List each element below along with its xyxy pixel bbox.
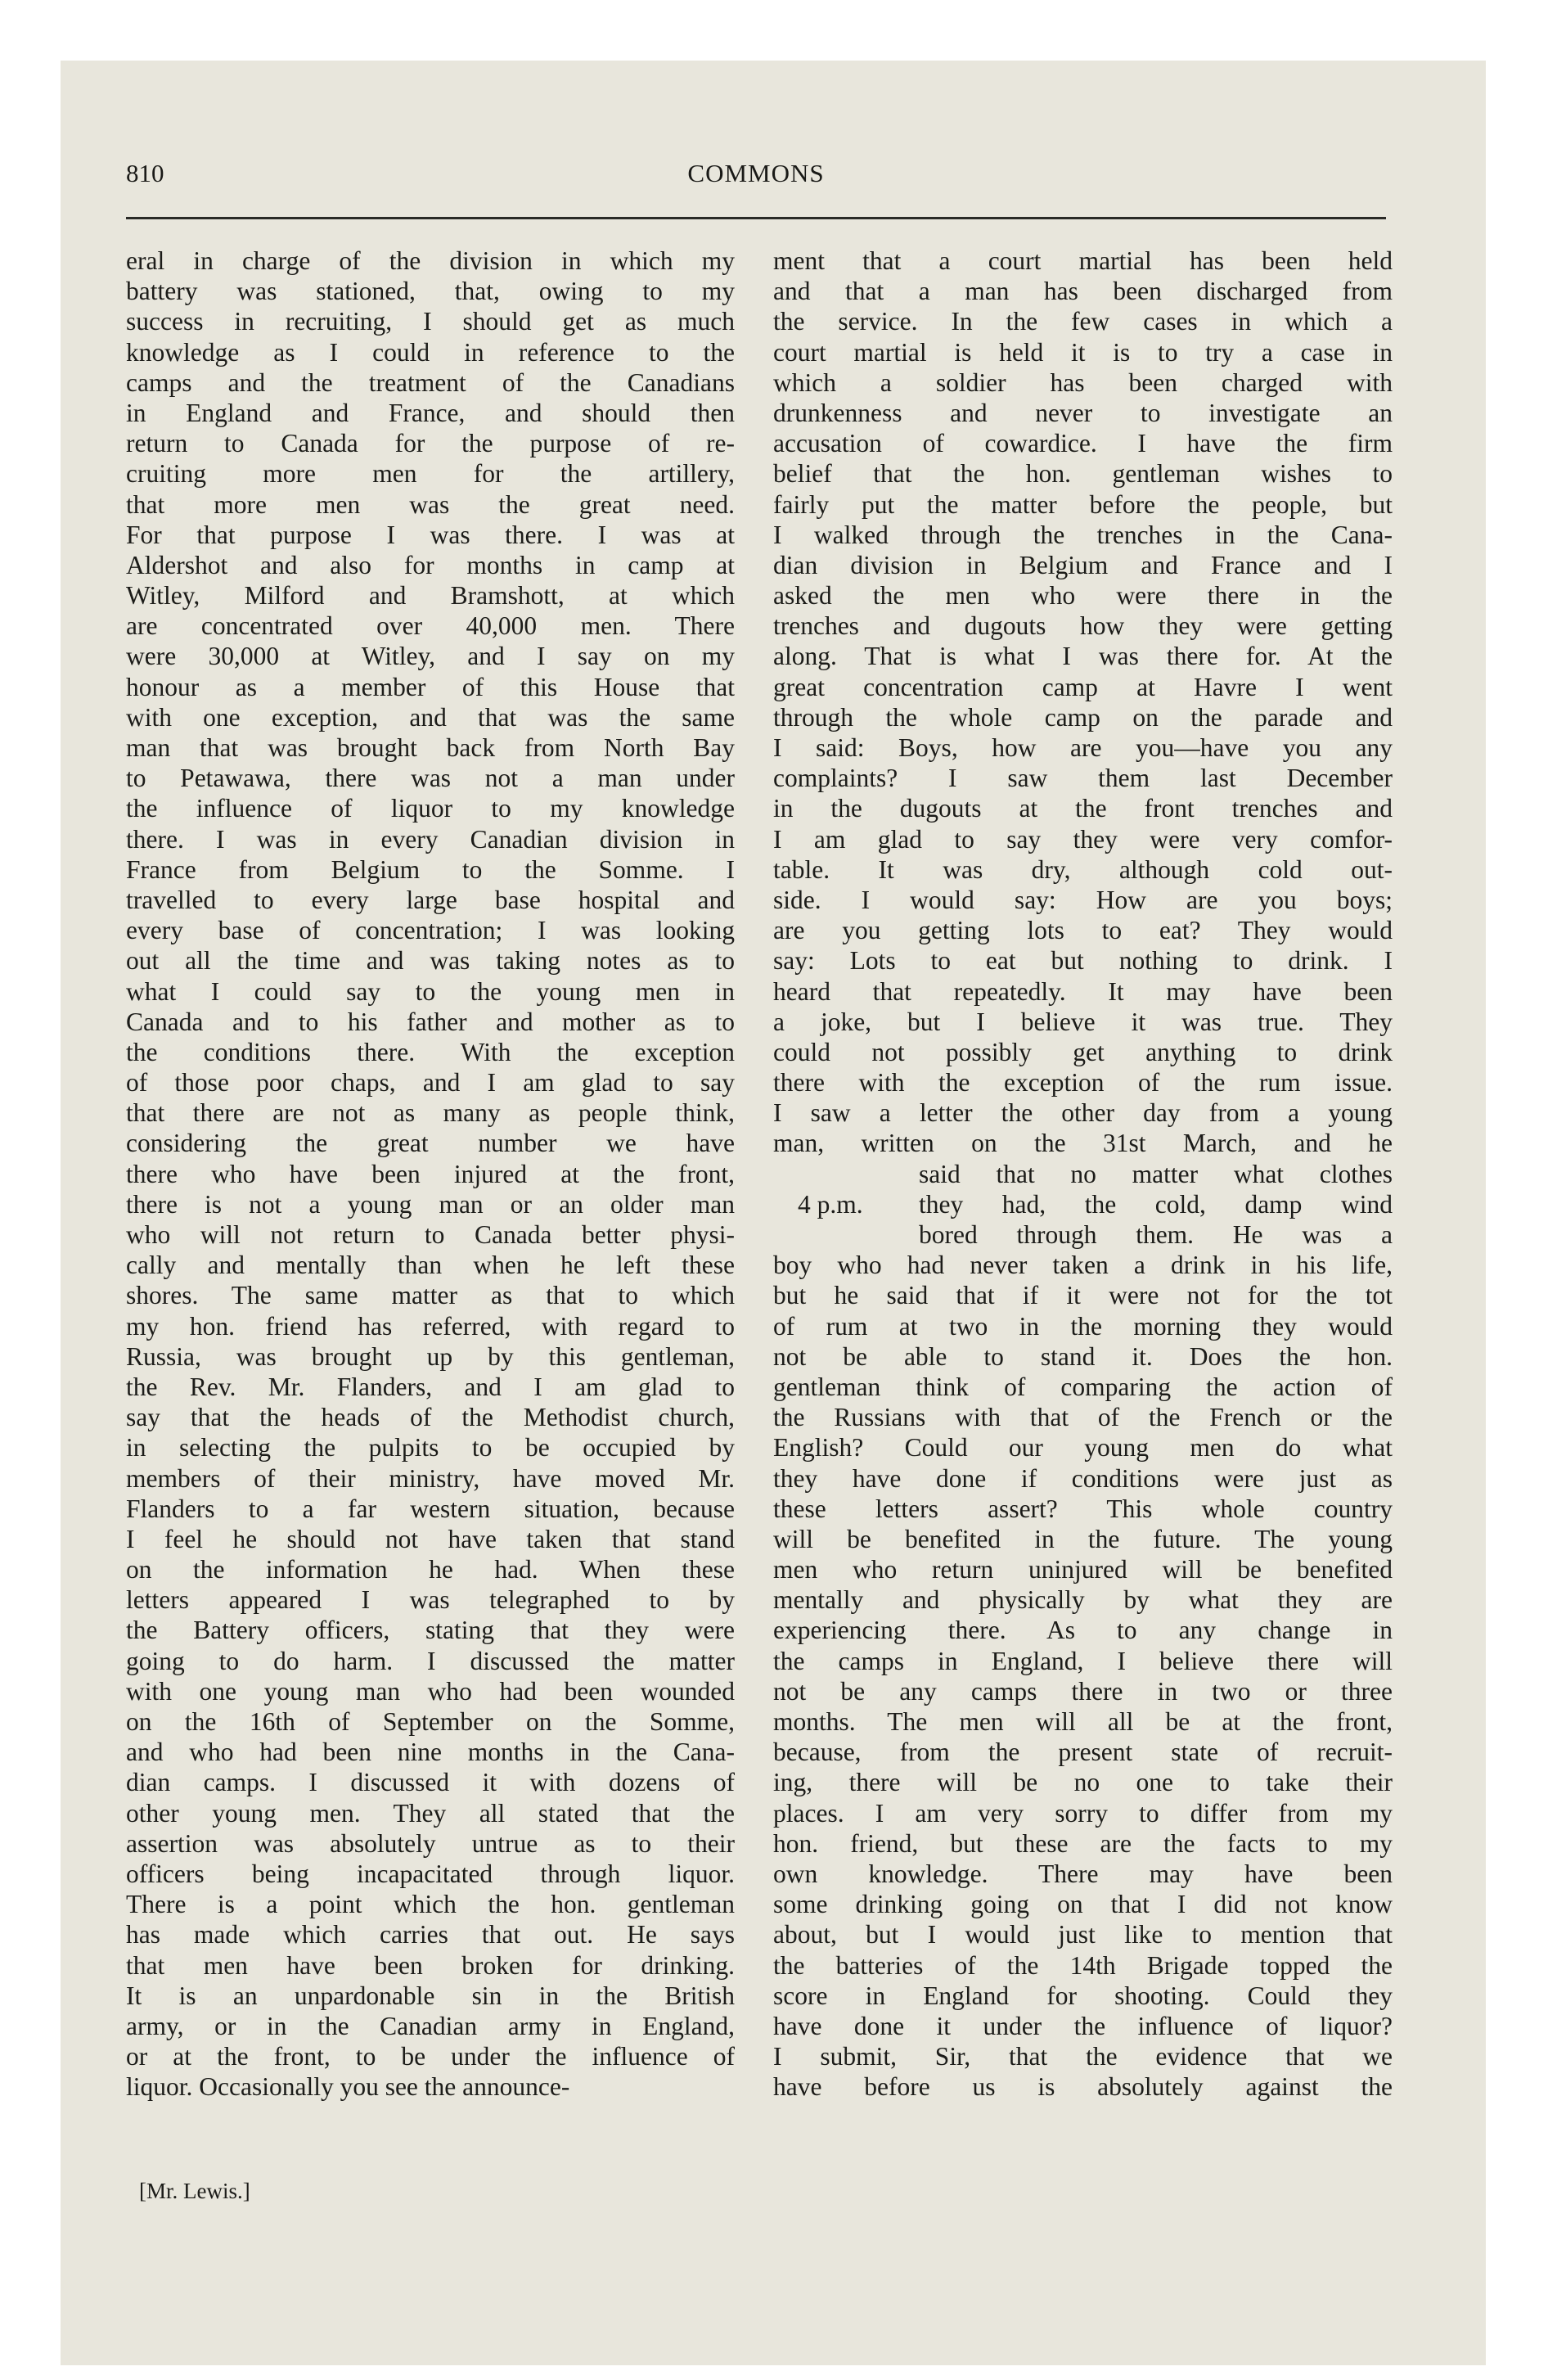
- text-line: are concentrated over 40,000 men. There: [126, 611, 735, 641]
- page-header: [126, 147, 1386, 196]
- text-line: of rum at two in the morning they would: [773, 1311, 1393, 1341]
- text-line: English? Could our young men do what: [773, 1433, 1393, 1463]
- text-line: honour as a member of this House that: [126, 672, 735, 701]
- text-line: Flanders to a far western situation, because: [126, 1494, 735, 1523]
- text-line: and that a man has been discharged from: [773, 277, 1393, 306]
- text-line: the conditions there. With the exception: [126, 1037, 735, 1066]
- text-line: It is an unpardonable sin in the British: [126, 1981, 735, 2010]
- text-line: I feel he should not have taken that stand: [126, 1524, 735, 1553]
- text-line: on the 16th of September on the Somme,: [126, 1707, 735, 1736]
- text-line: complaints? I saw them last December: [773, 764, 1393, 793]
- text-line: I am glad to say they were very comfor-: [773, 824, 1393, 854]
- text-line: in England and France, and should then: [126, 398, 735, 427]
- text-line: I submit, Sir, that the evidence that we: [773, 2042, 1393, 2071]
- text-line: on the information he had. When these: [126, 1555, 735, 1584]
- text-line: which a soldier has been charged with: [773, 367, 1393, 397]
- text-line: through the whole camp on the parade and: [773, 702, 1393, 732]
- text-line: have done it under the influence of liquor?: [773, 2011, 1393, 2040]
- text-line: great concentration camp at Havre I went: [773, 672, 1393, 701]
- text-line: camps and the treatment of the Canadians: [126, 367, 735, 397]
- text-line: France from Belgium to the Somme. I: [126, 854, 735, 884]
- text-line: army, or in the Canadian army in England,: [126, 2011, 735, 2040]
- right-column: [773, 246, 1393, 2102]
- text-line: were 30,000 at Witley, and I say on my: [126, 642, 735, 671]
- text-line: cruiting more men for the artillery,: [126, 459, 735, 489]
- text-line: trenches and dugouts how they were getting: [773, 611, 1393, 641]
- text-line: travelled to every large base hospital and: [126, 885, 735, 914]
- text-line: drunkenness and never to investigate an: [773, 398, 1393, 427]
- text-line: eral in charge of the division in which my: [126, 246, 735, 275]
- right-column-bottom: [773, 1250, 1393, 2102]
- text-line: own knowledge. There may have been: [773, 1859, 1393, 1888]
- text-line: court martial is held it is to try a case in: [773, 337, 1393, 367]
- text-line: there who have been injured at the front,: [126, 1159, 735, 1188]
- text-line: these letters assert? This whole country: [773, 1494, 1393, 1523]
- text-line: that more men was the great need.: [126, 489, 735, 519]
- text-line: experiencing there. As to any change in: [773, 1616, 1393, 1645]
- text-line: every base of concentration; I was looking: [126, 916, 735, 945]
- text-line: letters appeared I was telegraphed to by: [126, 1585, 735, 1615]
- text-line: months. The men will all be at the front,: [773, 1707, 1393, 1736]
- text-line: liquor. Occasionally you see the announce-: [126, 2072, 570, 2102]
- text-line: are you getting lots to eat? They would: [773, 916, 1393, 945]
- text-line: the Battery officers, stating that they were: [126, 1616, 735, 1645]
- text-line: to Petawawa, there was not a man under: [126, 764, 735, 793]
- left-column: [126, 246, 735, 2102]
- text-line: dian camps. I discussed it with dozens of: [126, 1768, 735, 1797]
- text-line: shores. The same matter as that to which: [126, 1281, 735, 1310]
- text-line: that there are not as many as people think,: [126, 1098, 735, 1128]
- text-line: but he said that if it were not for the tot: [773, 1281, 1393, 1310]
- time-row: [773, 1189, 1393, 1219]
- text-line: the batteries of the 14th Brigade topped the: [773, 1950, 1393, 1980]
- text-line: ing, there will be no one to take their: [773, 1768, 1393, 1797]
- text-line: considering the great number we have: [126, 1129, 735, 1158]
- running-head: COMMONS: [687, 159, 825, 187]
- text-line: said that no matter what clothes: [919, 1159, 1393, 1188]
- text-line: the influence of liquor to my knowledge: [126, 794, 735, 823]
- text-line: and who had been nine months in the Cana-: [126, 1738, 735, 1767]
- text-line: fairly put the matter before the people, but: [773, 489, 1393, 519]
- text-line: they have done if conditions were just as: [773, 1463, 1393, 1493]
- text-line: For that purpose I was there. I was at: [126, 520, 735, 549]
- text-line: about, but I would just like to mention that: [773, 1920, 1393, 1950]
- text-line: in selecting the pulpits to be occupied by: [126, 1433, 735, 1463]
- page-number: 810: [126, 159, 164, 187]
- text-line: success in recruiting, I should get as much: [126, 307, 735, 336]
- text-line: the Rev. Mr. Flanders, and I am glad to: [126, 1372, 735, 1401]
- text-line: Aldershot and also for months in camp at: [126, 550, 735, 579]
- text-line: return to Canada for the purpose of re-: [126, 429, 735, 458]
- text-line: with one exception, and that was the same: [126, 702, 735, 732]
- text-line: there. I was in every Canadian division in: [126, 824, 735, 854]
- text-line: members of their ministry, have moved Mr.: [126, 1463, 735, 1493]
- header-rule: [126, 217, 1386, 219]
- text-line: that men have been broken for drinking.: [126, 1950, 735, 1980]
- text-line: accusation of cowardice. I have the firm: [773, 429, 1393, 458]
- text-line: could not possibly get anything to drink: [773, 1037, 1393, 1066]
- text-line: cally and mentally than when he left these: [126, 1251, 735, 1280]
- text-line: because, from the present state of recruit-: [773, 1738, 1393, 1767]
- text-line: Witley, Milford and Bramshott, at which: [126, 581, 735, 611]
- text-line: dian division in Belgium and France and I: [773, 550, 1393, 579]
- text-line: along. That is what I was there for. At the: [773, 642, 1393, 671]
- text-line: the camps in England, I believe there will: [773, 1646, 1393, 1675]
- text-line: man, written on the 31st March, and he: [773, 1129, 1393, 1158]
- text-line: I saw a letter the other day from a young: [773, 1098, 1393, 1128]
- text-line: I walked through the trenches in the Cana-: [773, 520, 1393, 549]
- time-marker: 4 p.m.: [798, 1189, 863, 1219]
- text-line: going to do harm. I discussed the matter: [126, 1646, 735, 1675]
- text-line: there with the exception of the rum issue.: [773, 1068, 1393, 1098]
- text-line: of those poor chaps, and I am glad to say: [126, 1068, 735, 1098]
- text-line: bored through them. He was a: [919, 1220, 1393, 1249]
- text-line: say: Lots to eat but nothing to drink. I: [773, 946, 1393, 976]
- text-line: out all the time and was taking notes as to: [126, 946, 735, 976]
- text-line: knowledge as I could in reference to the: [126, 337, 735, 367]
- text-line: assertion was absolutely untrue as to their: [126, 1828, 735, 1858]
- text-line: places. I am very sorry to differ from my: [773, 1798, 1393, 1828]
- text-line: in the dugouts at the front trenches and: [773, 794, 1393, 823]
- text-line: table. It was dry, although cold out-: [773, 854, 1393, 884]
- text-line: not be able to stand it. Does the hon.: [773, 1341, 1393, 1371]
- text-line: belief that the hon. gentleman wishes to: [773, 459, 1393, 489]
- text-line: have before us is absolutely against the: [773, 2072, 1393, 2102]
- text-line: officers being incapacitated through liquor.: [126, 1859, 735, 1888]
- text-line: the Russians with that of the French or the: [773, 1403, 1393, 1432]
- right-column-top: [773, 246, 1393, 1159]
- text-line: who will not return to Canada better physi-: [126, 1220, 735, 1249]
- text-line: not be any camps there in two or three: [773, 1676, 1393, 1706]
- text-line: with one young man who had been wounded: [126, 1676, 735, 1706]
- text-line: other young men. They all stated that the: [126, 1798, 735, 1828]
- text-line: side. I would say: How are you boys;: [773, 885, 1393, 914]
- text-line: the service. In the few cases in which a: [773, 307, 1393, 336]
- text-line: Russia, was brought up by this gentleman,: [126, 1341, 735, 1371]
- speaker-tag: [Mr. Lewis.]: [139, 2179, 250, 2203]
- text-line: score in England for shooting. Could they: [773, 1981, 1393, 2010]
- text-line: say that the heads of the Methodist church,: [126, 1403, 735, 1432]
- text-line: a joke, but I believe it was true. They: [773, 1007, 1393, 1036]
- text-line: will be benefited in the future. The young: [773, 1524, 1393, 1553]
- text-line: men who return uninjured will be benefited: [773, 1555, 1393, 1584]
- text-line: battery was stationed, that, owing to my: [126, 277, 735, 306]
- text-line: asked the men who were there in the: [773, 581, 1393, 611]
- text-line: what I could say to the young men in: [126, 976, 735, 1006]
- text-line: I said: Boys, how are you—have you any: [773, 733, 1393, 762]
- text-line: mentally and physically by what they are: [773, 1585, 1393, 1615]
- text-line: boy who had never taken a drink in his life,: [773, 1251, 1393, 1280]
- text-line: or at the front, to be under the influence of: [126, 2042, 735, 2071]
- text-line: there is not a young man or an older man: [126, 1189, 735, 1219]
- text-line: some drinking going on that I did not know: [773, 1890, 1393, 1919]
- text-line: ment that a court martial has been held: [773, 246, 1393, 275]
- text-line: they had, the cold, damp wind: [919, 1189, 1393, 1219]
- text-line: my hon. friend has referred, with regard to: [126, 1311, 735, 1341]
- text-line: Canada and to his father and mother as to: [126, 1007, 735, 1036]
- text-line: heard that repeatedly. It may have been: [773, 976, 1393, 1006]
- text-line: There is a point which the hon. gentleman: [126, 1890, 735, 1919]
- text-line: hon. friend, but these are the facts to my: [773, 1828, 1393, 1858]
- text-line: man that was brought back from North Bay: [126, 733, 735, 762]
- text-line: gentleman think of comparing the action of: [773, 1372, 1393, 1401]
- text-line: has made which carries that out. He says: [126, 1920, 735, 1950]
